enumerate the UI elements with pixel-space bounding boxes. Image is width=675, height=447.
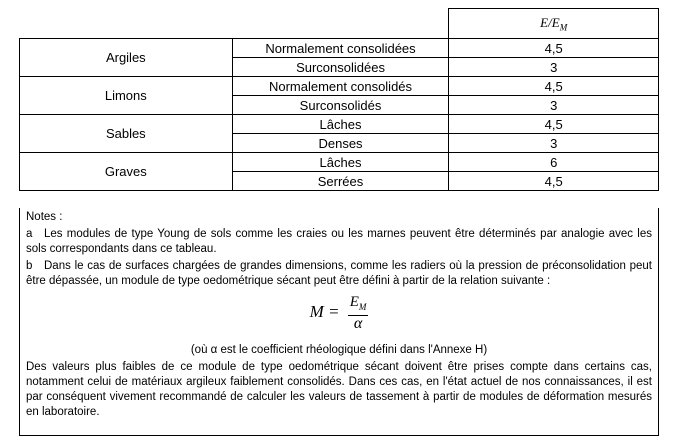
- value-cell: 4,5: [449, 115, 659, 134]
- header-blank: [20, 9, 449, 39]
- value-cell: 3: [449, 96, 659, 115]
- header-ratio: $E/E_M$: [449, 9, 659, 39]
- soil-cell: Sables: [20, 115, 233, 153]
- table-container: [19, 8, 659, 436]
- value-cell: 3: [449, 58, 659, 77]
- modulus-table: [19, 8, 659, 191]
- notes-title: Notes :: [26, 211, 63, 223]
- soil-cell: Limons: [20, 77, 233, 115]
- formula-lhs: M =: [309, 301, 340, 321]
- value-cell: 6: [449, 153, 659, 172]
- formula-denominator: α: [353, 315, 363, 332]
- value-cell: 4,5: [449, 172, 659, 191]
- state-cell: Denses: [232, 134, 449, 153]
- note-a-label: a: [26, 228, 33, 240]
- note-b-label: b: [26, 260, 33, 272]
- note-b: [26, 259, 652, 289]
- note-a-text: Les modules de type Young de sols comme les craies ou les marnes peuvent être déterminés par analogie avec les sols correspondants dans ce tableau.: [26, 228, 652, 255]
- formula: [26, 295, 652, 339]
- state-cell: Surconsolidées: [232, 58, 449, 77]
- note-a: [26, 227, 652, 257]
- value-cell: 3: [449, 134, 659, 153]
- state-cell: Lâches: [232, 115, 449, 134]
- notes-section: [19, 208, 659, 436]
- state-cell: Normalement consolidées: [232, 39, 449, 58]
- state-cell: Normalement consolidés: [232, 77, 449, 96]
- formula-numerator: $E_M$: [348, 295, 369, 316]
- closing-paragraph: Des valeurs plus faibles de ce module de type oedométrique sécant doivent être prises compte dans certains cas, notamment celui de matériaux argileux faiblement consolidés. Dans ces cas, en l'état actuel de nos connaissances, il est par conséquent vivement recommandé de calculer les valeurs de tassement à partir de modules de déformation mesurés en laboratoire.: [26, 361, 652, 418]
- formula-caption: (où α est le coefficient rhéologique défini dans l'Annexe H): [190, 344, 488, 356]
- state-cell: Surconsolidés: [232, 96, 449, 115]
- state-cell: Lâches: [232, 153, 449, 172]
- value-cell: 4,5: [449, 77, 659, 96]
- state-cell: Serrées: [232, 172, 449, 191]
- formula-fraction: [348, 295, 369, 331]
- soil-cell: Argiles: [20, 39, 233, 77]
- value-cell: 4,5: [449, 39, 659, 58]
- soil-cell: Graves: [20, 153, 233, 191]
- note-b-text: Dans le cas de surfaces chargées de grandes dimensions, comme les radiers où la pression de préconsolidation peut être dépassée, un module de type oedométrique sécant peut être défini à partir de la relation suivante :: [26, 260, 652, 287]
